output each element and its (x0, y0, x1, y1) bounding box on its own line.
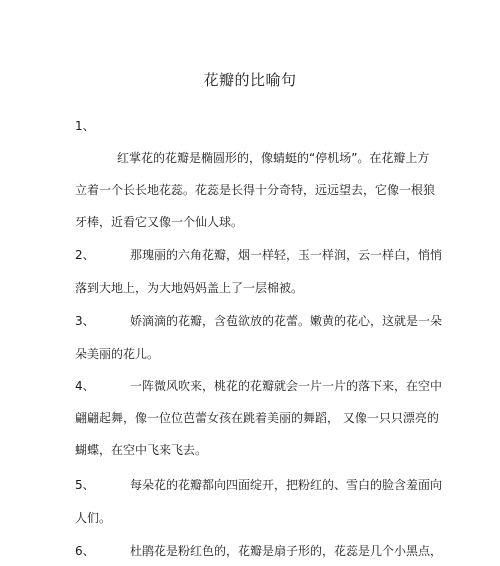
item-number-5: 5、 (75, 478, 95, 492)
item-2-line-1: 那瑰丽的六角花瓣，烟一样轻，玉一样润，云一样白，悄悄 (130, 248, 443, 262)
item-number-4: 4、 (75, 379, 95, 393)
item-4-line-1: 一阵微风吹来，桃花的花瓣就会一片一片的落下来，在空中 (130, 379, 443, 393)
item-6-first-line (75, 543, 443, 559)
item-number-1: 1、 (75, 119, 95, 133)
item-number-6: 6、 (75, 544, 95, 558)
item-4-line-2: 翩翩起舞，像一位位芭蕾女孩在跳着美丽的舞蹈， 又像一只只漂亮的 (75, 411, 439, 425)
item-5-line-1: 每朵花的花瓣都向四面绽开，把粉红的、雪白的脸含羞面向 (130, 478, 443, 492)
item-3-line-2: 朵美丽的花儿。 (75, 347, 160, 361)
item-1-line-3: 牙棒，近看它又像一个仙人球。 (75, 215, 244, 229)
item-4-line-3: 蝴蝶，在空中飞来飞去。 (75, 443, 208, 457)
item-number-2: 2、 (75, 248, 95, 262)
item-6-line-1: 杜鹃花是粉红色的，花瓣是扇子形的，花蕊是几个小黑点， (130, 544, 443, 558)
item-1-line-2: 立着一个长长地花蕊。花蕊是长得十分奇特，远远望去，它像一根狼 (75, 183, 436, 197)
item-5-line-2: 人们。 (75, 511, 112, 525)
item-3-line-1: 娇滴滴的花瓣，含苞欲放的花蕾。嫩黄的花心，这就是一朵 (130, 314, 443, 328)
item-2-first-line (75, 247, 443, 263)
item-5-first-line (75, 477, 443, 493)
item-1-line-1: 红掌花的花瓣是椭圆形的，像蜻蜓的“停机场”。在花瓣上方 (117, 151, 430, 165)
item-4-first-line (75, 378, 443, 394)
item-number-3: 3、 (75, 314, 95, 328)
item-2-line-2: 落到大地上，为大地妈妈盖上了一层棉被。 (75, 281, 304, 295)
item-3-first-line (75, 313, 443, 329)
document-title: 花瓣的比喻句 (203, 71, 297, 89)
